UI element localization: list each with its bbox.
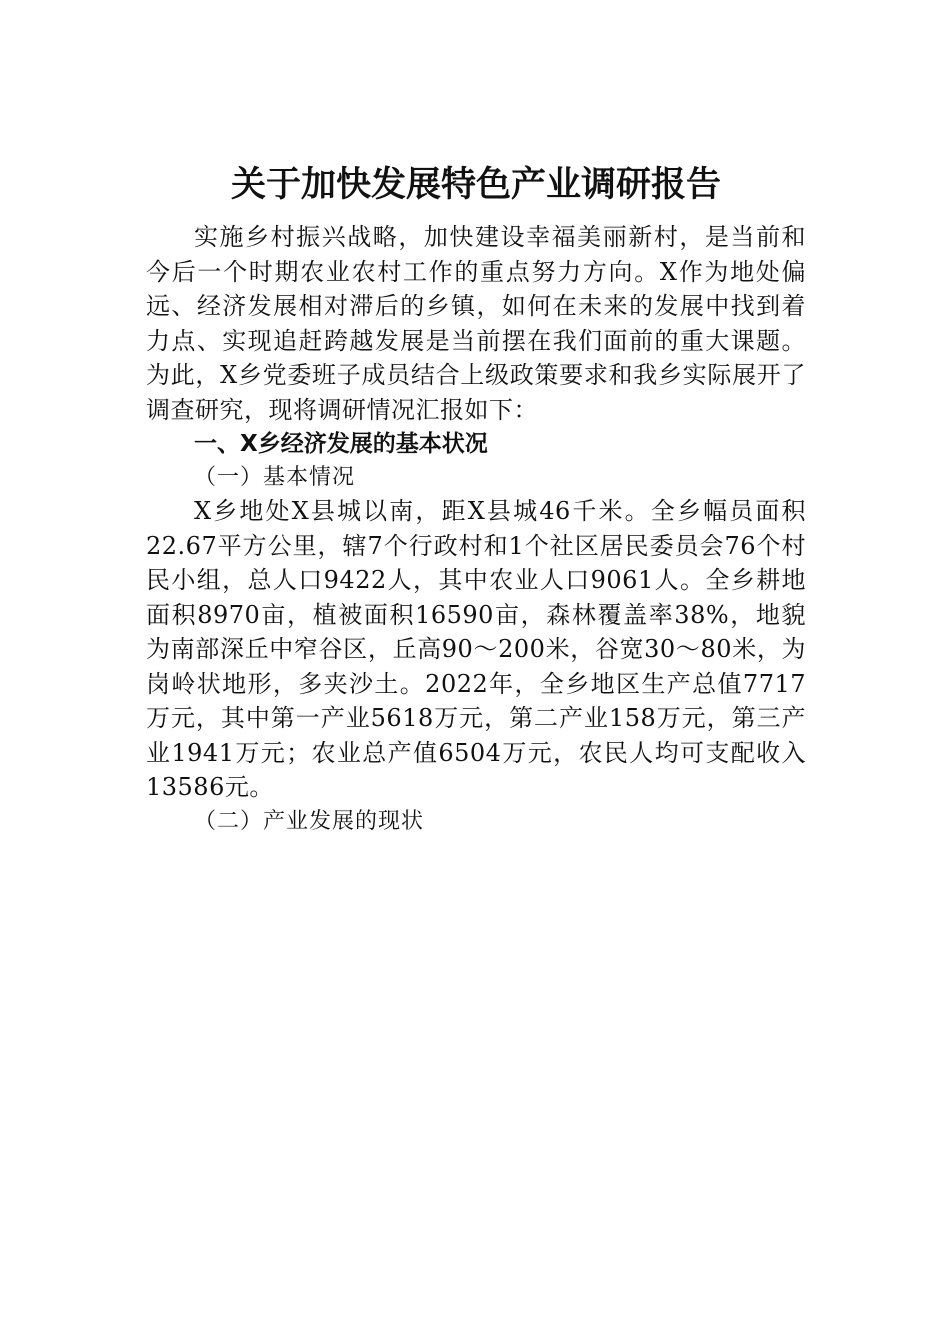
document-title: 关于加快发展特色产业调研报告 bbox=[230, 164, 721, 205]
document-body bbox=[146, 160, 806, 838]
subsection-heading-industry-status: （二）产业发展的现状 bbox=[194, 808, 425, 834]
basic-situation-paragraph: X乡地处X县城以南，距X县城46千米。全乡幅员面积22.67平方公里，辖7个行政村和1个社区居民委员会76个村民小组，总人口9422人，其中农业人口9061人。全乡耕地面积8970亩，植被面积16590亩，森林覆盖率38%，地貌为南部深丘中窄谷区，丘高90～200米，谷宽30～80米，为岗岭状地形，多夹沙土。2022年，全乡地区生产总值7717万元，其中第一产业5618万元，第二产业158万元，第三产业1941万元；农业总产值6504万元，农民人均可支配收入13586元。 bbox=[146, 497, 806, 801]
subsection-heading-basic-situation: （一）基本情况 bbox=[194, 465, 356, 490]
section-heading-economic-status: 一、X乡经济发展的基本状况 bbox=[194, 431, 488, 457]
intro-paragraph: 实施乡村振兴战略，加快建设幸福美丽新村，是当前和今后一个时期农业农村工作的重点努力方向。X作为地处偏远、经济发展相对滞后的乡镇，如何在未来的发展中找到着力点、实现追赶跨越发展是当前摆在我们面前的重大课题。为此，X乡党委班子成员结合上级政策要求和我乡实际展开了调查研究，现将调研情况汇报如下： bbox=[146, 223, 806, 424]
